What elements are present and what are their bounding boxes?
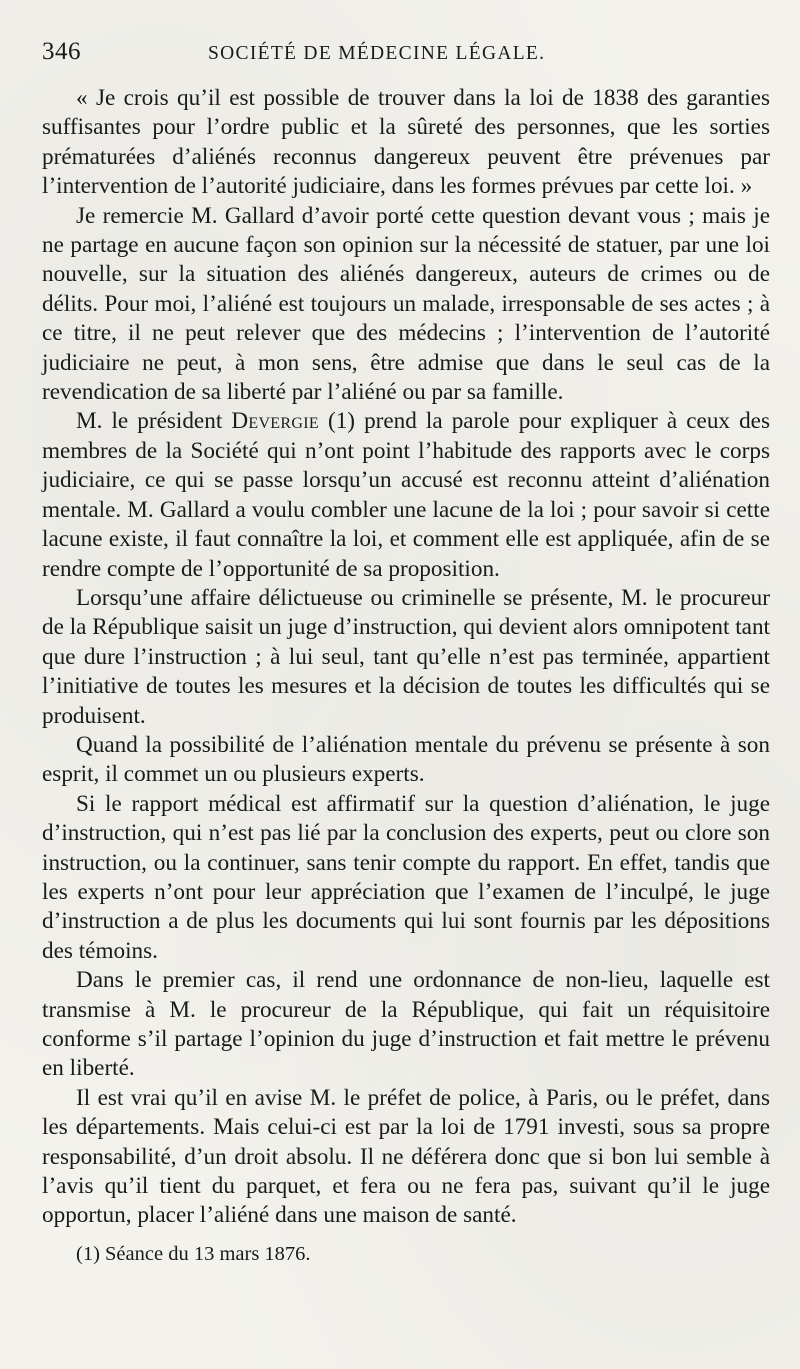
paragraph-quote: « Je crois qu’il est possible de trouver dans la loi de 1838 des garanties suffisantes pour l’ordre public et la sûreté des personnes, que les sorties prématurées d’aliénés reconnus dangereux peuvent être prévenues par l’intervention de l’autorité judiciaire, dans les formes prévues par cette loi. » (42, 85, 770, 200)
paragraph-prefet: Il est vrai qu’il en avise M. le préfet de police, à Paris, ou le préfet, dans les départements. Mais celui-ci est par la loi de 1791 investi, sous sa propre responsabilité, d’un droit absolu. Il ne déférera donc que si bon lui semble à l’avis qu’il tient du parquet, et fera ou ne fera pas, suivant qu’il le juge opportun, placer l’aliéné dans une maison de santé. (42, 1084, 770, 1229)
page-number: 346 (42, 38, 81, 65)
paragraph-remerciement: Je remercie M. Gallard d’avoir porté cette question devant vous ; mais je ne partage en aucune façon son opinion sur la nécessité de statuer, par une loi nouvelle, sur la situation des aliénés dangereux, auteurs de crimes ou de délits. Pour moi, l’aliéné est toujours un malade, irresponsable de ses actes ; à ce titre, il ne peut relever que des médecins ; l’intervention de l’autorité judiciaire ne peut, à mon sens, être admise que dans le seul cas de la revendication de sa liberté par l’aliéné ou par sa famille. (42, 202, 770, 406)
paragraph-devergie-after: (1) prend la parole pour expliquer à ceux des membres de la Société qui n’ont point l’habitude des rapports avec le corps judiciaire, ce qui se passe lorsqu’un accusé est reconnu atteint d’aliénation mentale. M. Gallard a voulu combler une lacune de la loi ; pour savoir si cette lacune existe, il faut connaître la loi, et comment elle est appliquée, afin de se rendre compte de l’opportunité de sa proposition. (42, 408, 770, 582)
paragraph-non-lieu: Dans le premier cas, il rend une ordonnance de non-lieu, laquelle est transmise à M. le procureur de la République, qui fait un réquisitoire conforme s’il partage l’opinion du juge d’instruction et fait mettre le prévenu en liberté. (42, 967, 770, 1082)
running-head (42, 38, 770, 78)
paragraph-experts: Quand la possibilité de l’aliénation mentale du prévenu se présente à son esprit, il commet un ou plusieurs experts. (42, 731, 770, 788)
paragraph-procureur: Lorsqu’une affaire délictueuse ou criminelle se présente, M. le procureur de la République saisit un juge d’instruction, qui devient alors omnipotent tant que dure l’instruction ; à lui seul, tant qu’elle n’est pas terminée, appartient l’initiative de toutes les mesures et la décision de toutes les difficultés qui se produisent. (42, 584, 770, 729)
paragraph-devergie (42, 407, 770, 583)
paragraph-devergie-before: M. le président (76, 408, 232, 435)
speaker-name: Devergie (231, 408, 319, 435)
body-text (42, 84, 770, 1231)
footnote: (1) Séance du 13 mars 1876. (76, 1242, 311, 1265)
running-title: SOCIÉTÉ DE MÉDECINE LÉGALE. (208, 43, 546, 64)
paragraph-rapport: Si le rapport médical est affirmatif sur la question d’aliénation, le juge d’instruction, qui n’est pas lié par la conclusion des experts, peut ou clore son instruction, ou la continuer, sans tenir compte du rapport. En effet, tandis que les experts n’ont pour leur appréciation que l’examen de l’inculpé, le juge d’instruction a de plus les documents qui lui sont fournis par les dépositions des témoins. (42, 790, 770, 964)
